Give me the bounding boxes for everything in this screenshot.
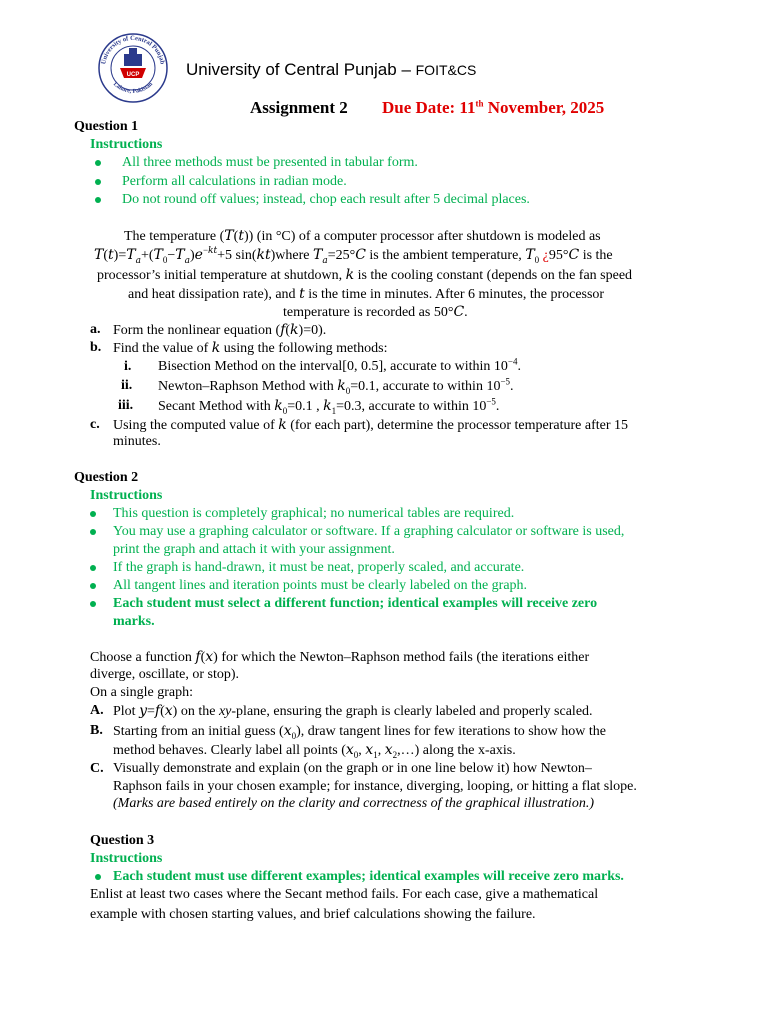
q2-B-text-cont: method behaves. Clearly label all points ($x_0$, $x_1$, $x_2,\dots$) along the x-axis. bbox=[113, 742, 516, 760]
page-title bbox=[186, 60, 476, 80]
q2-B-text-part: method behaves. Clearly label all points ( bbox=[113, 743, 346, 758]
q1-iii-text-part: Secant Method with bbox=[158, 399, 271, 414]
q1-ii-text-part: , accurate to within bbox=[375, 379, 483, 394]
q2-bullet-5: Each student must select a different function; identical examples will receive zero bbox=[113, 596, 598, 611]
bullet-icon bbox=[90, 565, 96, 571]
q1-i-text-part: , accurate to within bbox=[383, 359, 491, 374]
q1-iii-text-part: , accurate to within bbox=[361, 399, 469, 414]
q1-para-text: is the ambient temperature, bbox=[369, 248, 522, 263]
q1-c-text: Using the computed value of k (for each part), determine the processor temperature after 15 bbox=[113, 417, 629, 433]
bullet-icon bbox=[95, 197, 101, 203]
q1-para-text: where bbox=[275, 248, 310, 263]
q3-text-2: example with chosen starting values, and brief calculations showing the failure. bbox=[90, 907, 536, 922]
q2-single-graph: On a single graph: bbox=[90, 685, 194, 700]
q1-para-text: is the bbox=[582, 248, 613, 263]
q2-A-text: Plot y=f(x) on the xy-plane, ensuring the graph is clearly labeled and properly scaled. bbox=[113, 703, 593, 719]
q1-c-label: c. bbox=[90, 417, 100, 432]
q2-bullet-5-cont: marks. bbox=[113, 614, 155, 629]
q2-choose-line-1: Choose a function f(x) for which the Newton–Raphson method fails (the iterations either bbox=[90, 649, 590, 665]
university-name: University of Central Punjab bbox=[186, 60, 397, 79]
due-date-sup: th bbox=[475, 98, 484, 109]
due-date-suffix: November, 2025 bbox=[483, 98, 605, 117]
q2-B-label: B. bbox=[90, 723, 103, 738]
bullet-icon bbox=[90, 583, 96, 589]
q2-B-text-part: Starting from an initial guess ( bbox=[113, 724, 284, 739]
q2-bullet-4: All tangent lines and iteration points must be clearly labeled on the graph. bbox=[113, 578, 528, 593]
q2-title: Question 2 bbox=[74, 470, 139, 485]
q1-c-text-part: (for each part), determine the processor temperature after 15 bbox=[290, 418, 629, 433]
q2-bullet-2: You may use a graphing calculator or software. If a graphing calculator or software is used, bbox=[113, 524, 625, 539]
q1-c-text-part: Using the computed value of bbox=[113, 418, 275, 433]
q2-C-label: C. bbox=[90, 761, 104, 776]
q2-instructions-title: Instructions bbox=[90, 488, 163, 503]
q1-para-line-5: temperature is recorded as 50°C. bbox=[283, 304, 468, 320]
q1-i-label: i. bbox=[124, 359, 132, 374]
q1-a-text: Form the nonlinear equation (f(k)=0). bbox=[113, 322, 327, 338]
q2-A-text-part: on the bbox=[180, 704, 216, 719]
q1-instructions-title: Instructions bbox=[90, 137, 163, 152]
q1-c-text-cont: minutes. bbox=[113, 434, 161, 449]
q2-A-text-part: -plane, ensuring the graph is clearly labeled and properly scaled. bbox=[231, 704, 593, 719]
title-dash: – bbox=[396, 60, 416, 79]
q1-ii-label: ii. bbox=[121, 378, 133, 393]
q2-choose-text: for which the Newton–Raphson method fails (the iterations either bbox=[221, 650, 590, 665]
q1-bullet-3: Do not round off values; instead, chop each result after 5 decimal places. bbox=[122, 192, 530, 207]
q2-bullet-1: This question is completely graphical; no numerical tables are required. bbox=[113, 506, 515, 521]
q1-para-line-3: processor’s initial temperature at shutdown, k is the cooling constant (depends on the fan speed bbox=[97, 267, 633, 283]
bullet-icon bbox=[90, 601, 96, 607]
q1-iii-text: Secant Method with $k_0=0.1$ , $k_1=0.3$, accurate to within $10^{-5}$. bbox=[158, 396, 500, 416]
q1-ii-text-part: Newton–Raphson Method with bbox=[158, 379, 334, 394]
q1-para-text: and heat dissipation rate), and bbox=[128, 287, 296, 302]
logo-initials: UCP bbox=[126, 72, 140, 78]
q1-para-line-4: and heat dissipation rate), and t is the time in minutes. After 6 minutes, the processor bbox=[128, 286, 605, 302]
department: FOIT&CS bbox=[415, 62, 477, 78]
q1-a-label: a. bbox=[90, 322, 101, 337]
bullet-icon bbox=[95, 160, 101, 166]
q3-text-1: Enlist at least two cases where the Secant method fails. For each case, give a mathematical bbox=[90, 887, 599, 902]
q3-instructions-title: Instructions bbox=[90, 851, 163, 866]
q2-bullet-3: If the graph is hand-drawn, it must be neat, properly scaled, and accurate. bbox=[113, 560, 525, 575]
q1-title: Question 1 bbox=[74, 119, 139, 134]
due-date bbox=[382, 98, 604, 118]
q2-A-label: A. bbox=[90, 703, 104, 718]
logo-bottom-text: Lahore, Pakistan bbox=[111, 81, 155, 95]
bullet-icon bbox=[90, 511, 96, 517]
q1-para-text: temperature is recorded as bbox=[283, 305, 431, 320]
q2-choose-line-2: diverge, oscillate, or stop). bbox=[90, 667, 240, 682]
q1-i-text: Bisection Method on the interval[0, 0.5], accurate to within $10^{-4}$. bbox=[158, 356, 521, 374]
q1-b-text-part: Find the value of bbox=[113, 341, 209, 356]
q2-marks-note: (Marks are based entirely on the clarity and correctness of the graphical illustration.) bbox=[113, 796, 594, 811]
bullet-icon bbox=[95, 874, 101, 880]
q2-B-text-part: ), draw tangent lines for few iterations to show how the bbox=[296, 724, 606, 739]
q2-bullet-2-cont: print the graph and attach it with your assignment. bbox=[113, 542, 395, 557]
university-logo bbox=[96, 32, 170, 104]
q1-i-text-part: Bisection Method on the interval bbox=[158, 359, 343, 374]
q1-para-text: processor’s initial temperature at shutdown, bbox=[97, 268, 343, 283]
q1-para-text: is the cooling constant (depends on the fan speed bbox=[357, 268, 633, 283]
q2-C-text: Visually demonstrate and explain (on the graph or in one line below it) how Newton– bbox=[113, 761, 592, 776]
q1-b-text-part: using the following methods: bbox=[223, 341, 388, 356]
q2-B-text-part: ) along the x-axis. bbox=[414, 743, 516, 758]
logo-arc-text: University of Central Punjab bbox=[100, 34, 166, 65]
q1-para-line-2: $T(t)=T_a+(T_0-T_a)e^{-kt}+5$ sin(kt)where $T_a=25^\circ C$ is the ambient temperature, $T_0$ ¿95°C is the bbox=[94, 245, 613, 266]
q2-choose-text: Choose a function bbox=[90, 650, 192, 665]
q1-b-text: Find the value of k using the following methods: bbox=[113, 340, 388, 356]
q2-C-text-cont: Raphson fails in your chosen example; for instance, diverging, looping, or hitting a flat slope. bbox=[113, 779, 637, 794]
q2-B-text: Starting from an initial guess $(x_0)$, draw tangent lines for few iterations to show how the bbox=[113, 723, 606, 741]
q1-para-text: (in °C) of a computer processor after shutdown is modeled as bbox=[256, 229, 601, 244]
q3-bullet-1: Each student must use different examples; identical examples will receive zero marks. bbox=[113, 869, 624, 884]
q1-iii-label: iii. bbox=[118, 398, 134, 413]
q1-para-text: The temperature bbox=[124, 229, 217, 244]
assignment-title: Assignment 2 bbox=[250, 98, 348, 117]
bullet-icon bbox=[95, 179, 101, 185]
q1-a-text-part: Form the nonlinear equation ( bbox=[113, 323, 281, 338]
q1-ii-text: Newton–Raphson Method with $k_0=0.1$, accurate to within $10^{-5}$. bbox=[158, 376, 514, 396]
q1-para-text: is the time in minutes. After 6 minutes, the processor bbox=[308, 287, 605, 302]
q2-A-text-part: Plot bbox=[113, 704, 136, 719]
q1-b-label: b. bbox=[90, 340, 102, 355]
q1-para-line-1: The temperature (T(t)) (in °C) of a computer processor after shutdown is modeled as bbox=[124, 228, 601, 244]
q1-bullet-2: Perform all calculations in radian mode. bbox=[122, 174, 347, 189]
bullet-icon bbox=[90, 529, 96, 535]
due-date-prefix: Due Date: 11 bbox=[382, 98, 476, 117]
q3-title: Question 3 bbox=[90, 833, 155, 848]
q1-bullet-1: All three methods must be presented in tabular form. bbox=[122, 155, 418, 170]
